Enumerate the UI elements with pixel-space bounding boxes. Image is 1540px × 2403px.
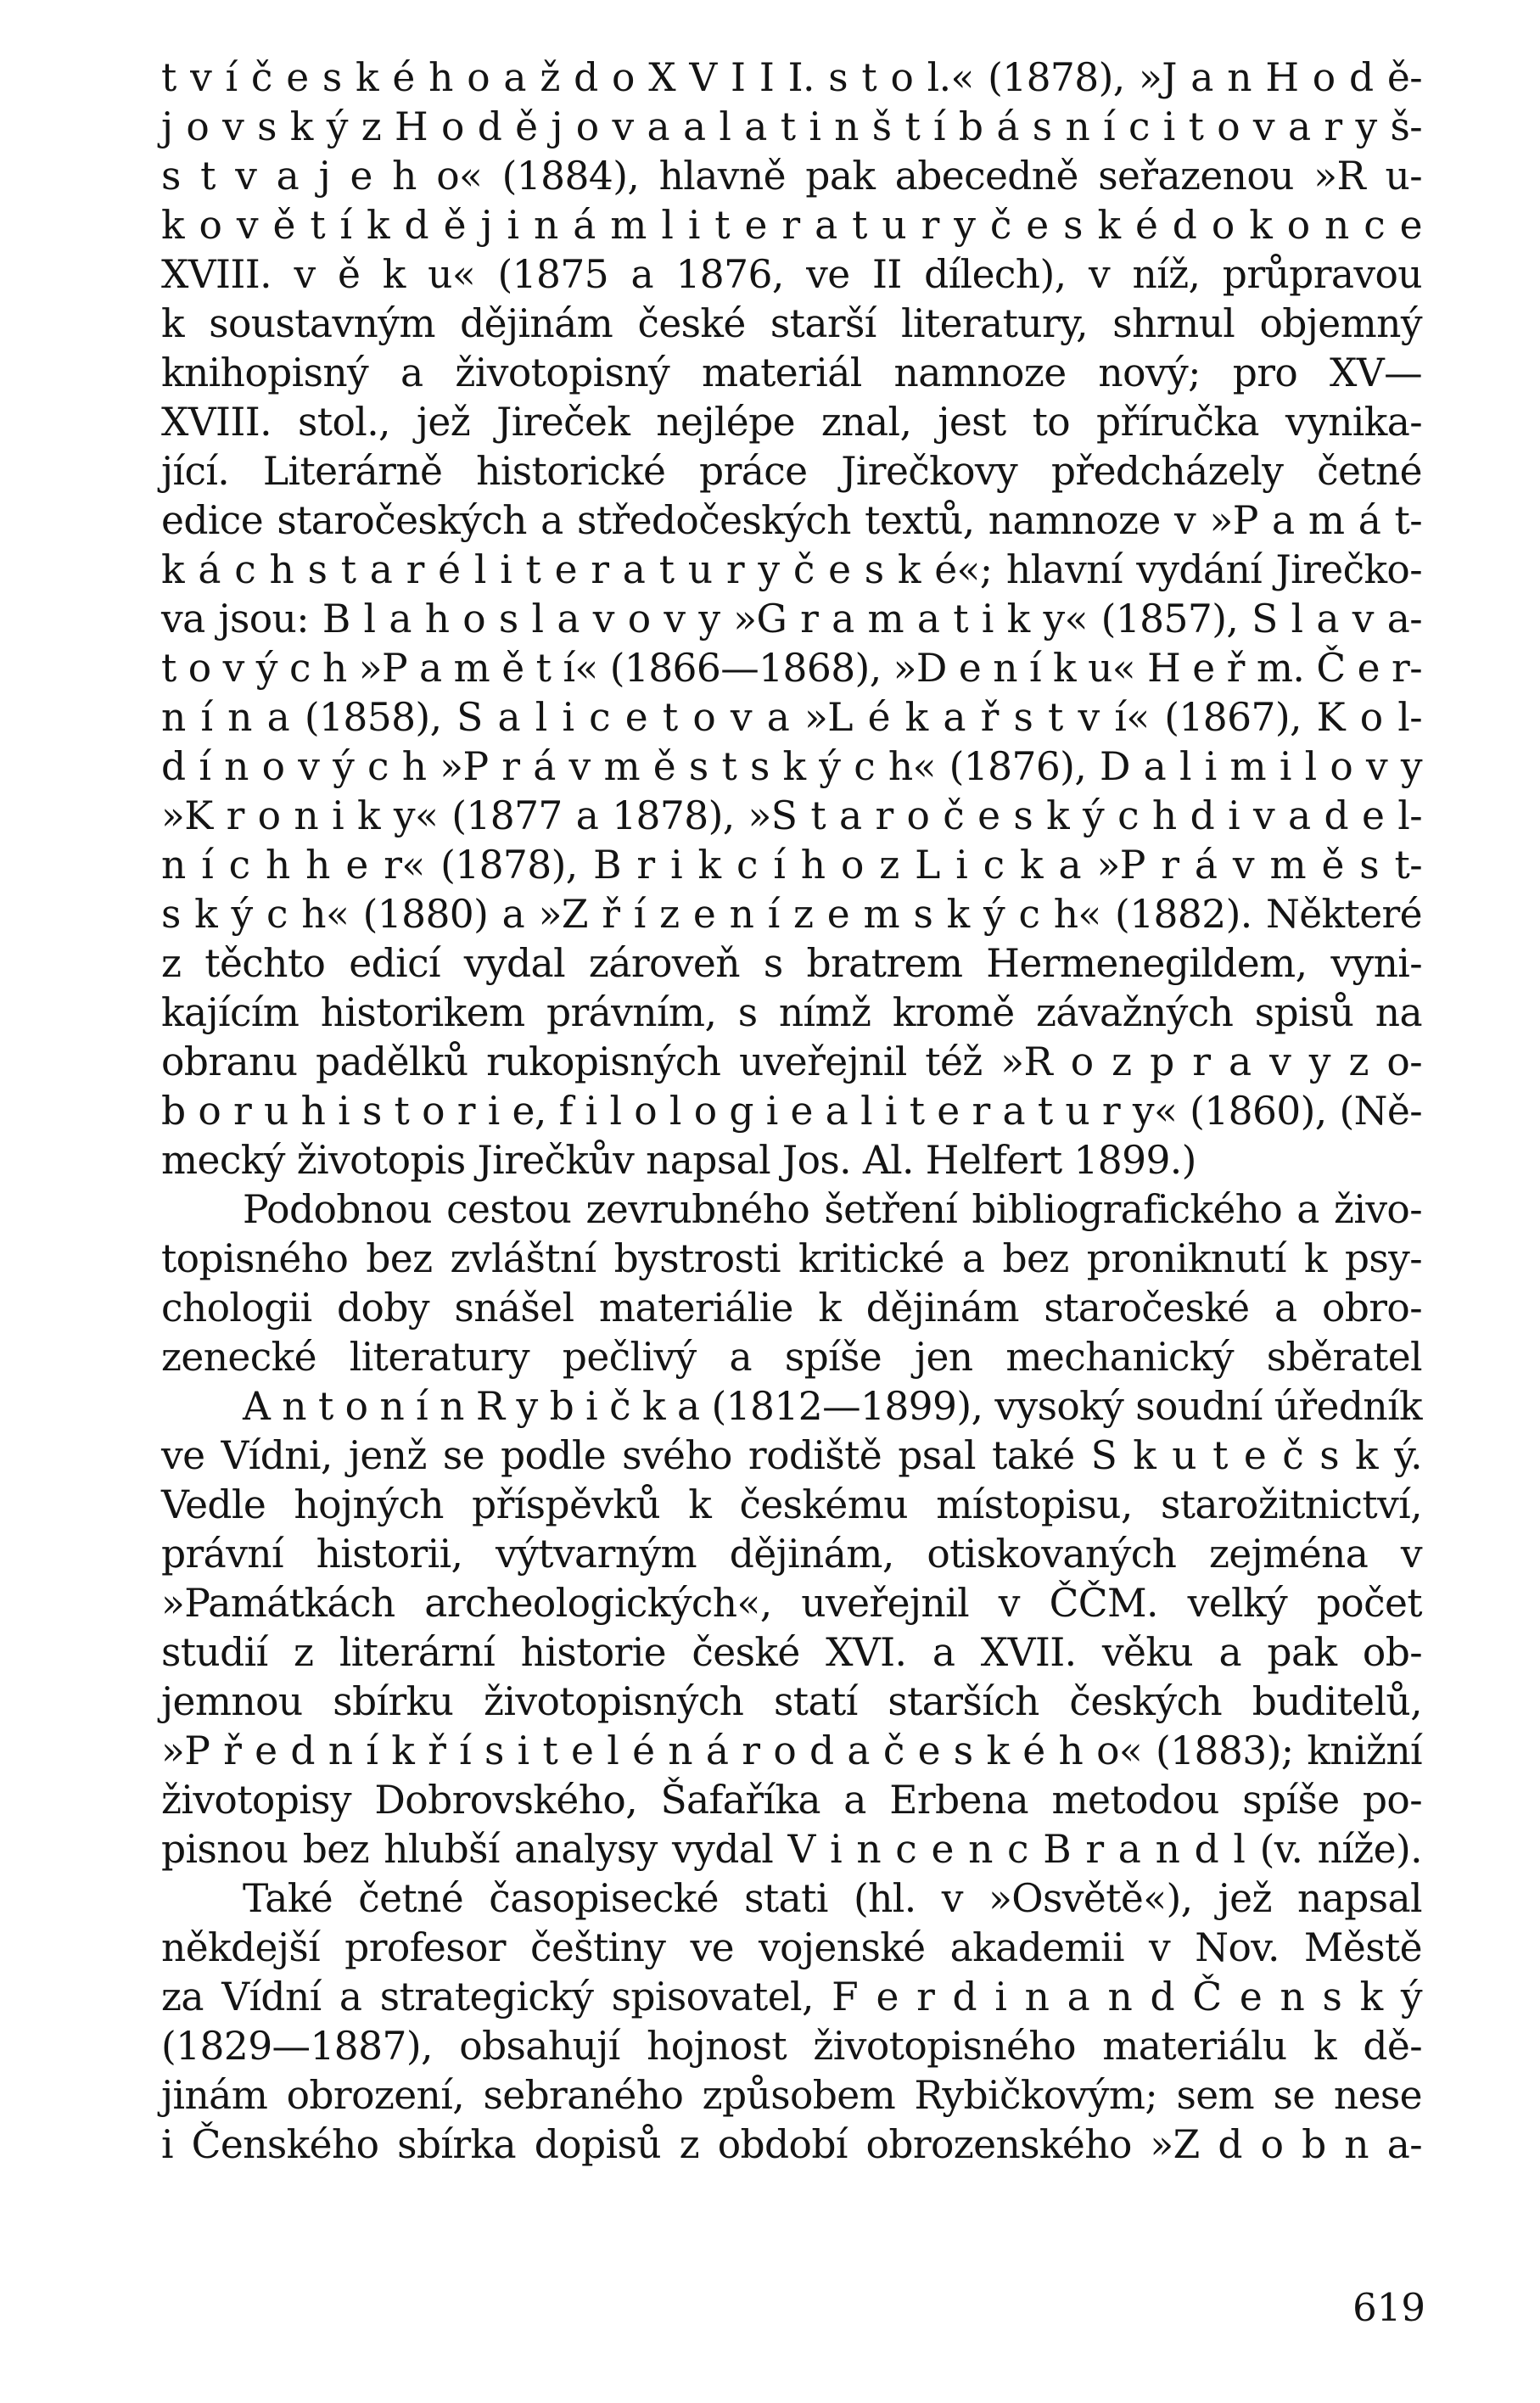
text-line: b o r u h i s t o r i e, f i l o l o g i e a l i t e r a t u r y« (1860), (Ně- bbox=[161, 1089, 1422, 1134]
text-line: jící. Literárně historické práce Jirečkovy předcházely četné bbox=[161, 449, 1422, 494]
paragraph-start: Podobnou cestou zevrubného šetření bibliografického a živo- bbox=[243, 1187, 1422, 1232]
text-line: k á c h s t a r é l i t e r a t u r y č e s k é«; hlavní vydání Jirečko- bbox=[161, 547, 1422, 592]
text-line: někdejší profesor češtiny ve vojenské akademii v Nov. Městě bbox=[161, 1925, 1422, 1970]
text-line: životopisy Dobrovského, Šafaříka a Erbena metodou spíše po- bbox=[161, 1778, 1422, 1823]
text-line: XVIII. stol., jež Jireček nejlépe znal, jest to příručka vynika- bbox=[161, 400, 1422, 445]
text-line: k o v ě t í k d ě j i n á m l i t e r a t u r y č e s k é d o k o n c e bbox=[161, 203, 1422, 248]
text-line: s t v a j e h o« (1884), hlavně pak abecedně seřazenou »R u- bbox=[161, 154, 1422, 199]
text-line: Vedle hojných příspěvků k českému místopisu, starožitnictví, bbox=[161, 1482, 1422, 1527]
text-line: n í n a (1858), S a l i c e t o v a »L é k a ř s t v í« (1867), K o l- bbox=[161, 695, 1422, 740]
paragraph-start: Také četné časopisecké stati (hl. v »Osvětě«), jež napsal bbox=[243, 1876, 1422, 1921]
text-line: edice staročeských a středočeských textů, namnoze v »P a m á t- bbox=[161, 498, 1422, 543]
text-line: (1829—1887), obsahují hojnost životopisného materiálu k dě- bbox=[161, 2024, 1422, 2069]
text-line: s k ý c h« (1880) a »Z ř í z e n í z e m s k ý c h« (1882). Některé bbox=[161, 892, 1422, 937]
text-line: kajícím historikem právním, s nímž kromě závažných spisů na bbox=[161, 990, 1422, 1035]
text-line: chologii doby snášel materiálie k dějinám staročeské a obro- bbox=[161, 1286, 1422, 1330]
text-line: topisného bez zvláštní bystrosti kritické a bez proniknutí k psy- bbox=[161, 1236, 1422, 1281]
text-line: i Čenského sbírka dopisů z období obrozenského »Z d o b n a- bbox=[161, 2122, 1422, 2167]
text-line: n í c h h e r« (1878), B r i k c í h o z L i c k a »P r á v m ě s t- bbox=[161, 843, 1422, 888]
text-line: mecký životopis Jirečkův napsal Jos. Al. Helfert 1899.) bbox=[161, 1138, 1196, 1183]
text-line: ve Vídni, jenž se podle svého rodiště psal také S k u t e č s k ý. bbox=[161, 1433, 1422, 1478]
text-line: d í n o v ý c h »P r á v m ě s t s k ý c h« (1876), D a l i m i l o v y bbox=[161, 744, 1422, 789]
text-line: t v í č e s k é h o a ž d o X V I I I. s t o l.« (1878), »J a n H o d ě- bbox=[161, 55, 1422, 100]
text-line: pisnou bez hlubší analysy vydal V i n c e n c B r a n d l (v. níže). bbox=[161, 1827, 1422, 1872]
text-line: za Vídní a strategický spisovatel, F e r d i n a n d Č e n s k ý bbox=[161, 1974, 1422, 2019]
text-line: zenecké literatury pečlivý a spíše jen mechanický sběratel bbox=[161, 1335, 1422, 1380]
text-line: právní historii, výtvarným dějinám, otiskovaných zejména v bbox=[161, 1532, 1422, 1577]
text-line: va jsou: B l a h o s l a v o v y »G r a m a t i k y« (1857), S l a v a- bbox=[161, 597, 1422, 641]
text-line: XVIII. v ě k u« (1875 a 1876, ve II dílech), v níž, průpravou bbox=[161, 252, 1422, 297]
text-line: obranu padělků rukopisných uveřejnil též »R o z p r a v y z o- bbox=[161, 1039, 1422, 1084]
text-line: »Památkách archeologických«, uveřejnil v ČČM. velký počet bbox=[161, 1581, 1422, 1626]
text-line: k soustavným dějinám české starší literatury, shrnul objemný bbox=[161, 301, 1422, 346]
paragraph-start: A n t o n í n R y b i č k a (1812—1899), vysoký soudní úředník bbox=[243, 1384, 1422, 1429]
text-line: t o v ý c h »P a m ě t í« (1866—1868), »D e n í k u« H e ř m. Č e r- bbox=[161, 646, 1422, 691]
text-line: jinám obrození, sebraného způsobem Rybičkovým; sem se nese bbox=[161, 2073, 1422, 2118]
text-line: »K r o n i k y« (1877 a 1878), »S t a r o č e s k ý c h d i v a d e l- bbox=[161, 793, 1422, 838]
text-line: studií z literární historie české XVI. a XVII. věku a pak ob- bbox=[161, 1630, 1422, 1675]
text-line: »P ř e d n í k ř í s i t e l é n á r o d a č e s k é h o« (1883); knižní bbox=[161, 1728, 1422, 1773]
page-number: 619 bbox=[1352, 2285, 1425, 2330]
text-line: j o v s k ý z H o d ě j o v a a l a t i n š t í b á s n í c i t o v a r y š- bbox=[161, 104, 1422, 149]
text-line: knihopisný a životopisný materiál namnoze nový; pro XV— bbox=[161, 350, 1422, 395]
text-line: z těchto edicí vydal zároveň s bratrem Hermenegildem, vyni- bbox=[161, 941, 1422, 986]
text-line: jemnou sbírku životopisných statí starších českých buditelů, bbox=[161, 1679, 1422, 1724]
